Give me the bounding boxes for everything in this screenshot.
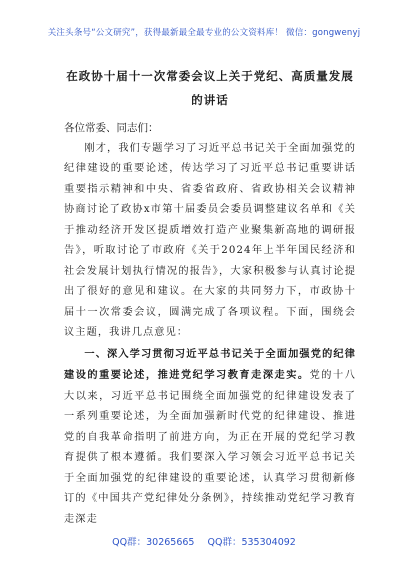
document-body (64, 64, 356, 530)
header-promo-note: 关注头条号“公文研究”，获得最新最全最专业的公文资料库！ 微信：gongwenyj (47, 28, 361, 38)
paragraph-section-one (64, 344, 356, 531)
paragraph-text: 党的十八大以来，习近平总书记围绕全面加强党的纪律建设发表了一系列重要论述，为全面加强新时代党的纪律建设、推进党的自我革命指明了前进方向，为正在开展的党纪学习教育提供了根本遵循。我们要深入学习领会习近平总书记关于全面加强党的纪律建设的重要论述，认真学习贯彻新修订的《中国共产党纪律处分条例》，持续推动党纪学习教育走深走 (64, 370, 356, 525)
salutation: 各位常委、同志们： (64, 122, 159, 134)
paragraph-intro (64, 139, 356, 344)
document-title: 在政协十届十一次常委会议上关于党纪、高质量发展的讲话 (66, 69, 354, 107)
footer-qq-groups: QQ群：30265665 QQ群：535304092 (112, 537, 296, 548)
section-heading: 一、深入学习贯彻习近平总书记关于全面加强党的纪律建设的重要论述，推进党纪学习教育走深走实。 (64, 347, 356, 381)
paragraph-text: 刚才，我们专题学习了习近平总书记关于全面加强党的纪律建设的重要论述，传达学习了习近平总书记重要讲话重要指示精神和中央、省委省政府、省政协相关会议精神协商讨论了政协x市第十届委员会委员调整建议名单和《关于推动经济开发区提质增效打造产业聚集新高地的调研报告》，听取讨论了市政府《关于2024年上半年国民经济和社会发展计划执行情况的报告》，大家积极参与认真讨论提出了很好的意见和建议。在大家的共同努力下，市政协十届十一次常委会议，圆满完成了各项议程。下面，围绕会议主题，我讲几点意见： (64, 142, 356, 338)
